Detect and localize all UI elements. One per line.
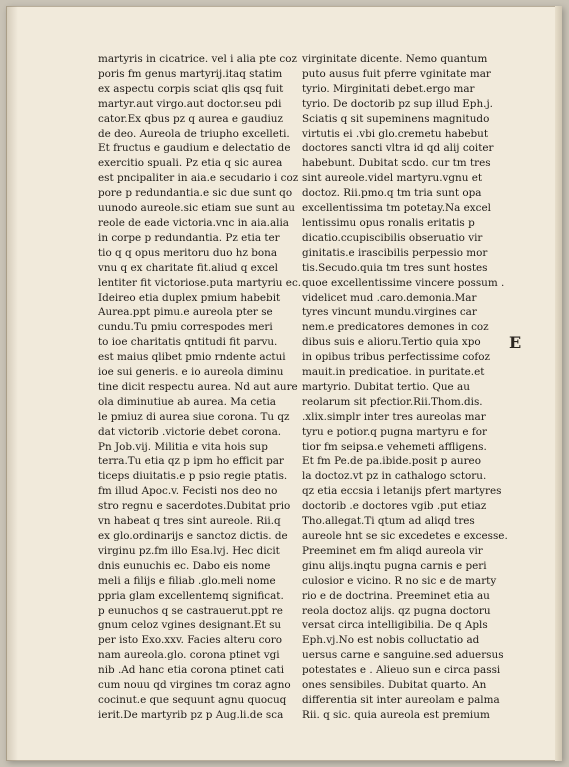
text-line: nib .Ad hanc etia corona ptinet cati [98,664,285,677]
text-line: stro regnu e sacerdotes.Dubitat prio [98,500,291,513]
text-line: aureole hnt se sic excedetes e excesse. [302,530,508,542]
text-line: de deo. Aureola de triupho excelleti. [98,127,290,140]
text-line: tyru e potior.q pugna martyru e for [302,425,487,438]
marginal-letter: E [509,333,522,352]
text-line: lentissimu opus ronalis eritatis p [302,216,475,229]
text-line: doctores sancti vltra id qd alij coiter [302,142,494,155]
text-line: ginitatis.e irascibilis perpessio mor [302,246,488,259]
text-line: tio q q opus meritoru duo hz bona [98,246,278,259]
text-line: excellentissima tm potetay.Na excel [302,202,491,215]
text-line: Et fructus e gaudium e delectatio de [98,142,291,155]
text-line: virtutis ei .vbi glo.cremetu habebut [302,127,489,140]
text-line: est pncipaliter in aia.e secudario i coz [98,172,299,185]
text-line: exercitio spuali. Pz etia q sic aurea [98,157,283,170]
text-line: qz etia eccsia i letanijs pfert martyres [302,485,502,498]
text-line: ginu alijs.inqtu pugna carnis e peri [302,559,487,572]
text-line: Pn Job.vij. Militia e vita hois sup [98,440,268,453]
text-line: tyrio. De doctorib pz sup illud Eph.j. [302,97,493,110]
gutter-shadow [6,6,18,761]
text-line: differentia sit inter aureolam e palma [302,693,500,706]
text-line: ex glo.ordinarijs e sanctoz dictis. de [98,530,288,542]
text-line: terra.Tu etia qz p ipm ho efficit par [98,455,284,468]
text-line: cum nouu qd virgines tm coraz agno [98,679,291,692]
text-line: martyrio. Dubitat tertio. Que au [302,380,470,393]
text-line: virginu pz.fm illo Esa.lvj. Hec dicit [98,544,280,557]
text-line: nem.e predicatores demones in coz [302,321,489,334]
text-line: cocinut.e que sequunt agnu quocuq [98,693,287,706]
text-line: videlicet mud .caro.demonia.Mar [302,291,477,304]
text-line: martyr.aut virgo.aut doctor.seu pdi [98,97,282,110]
text-line: ioe sui generis. e io aureola diminu [98,366,284,379]
text-line: cundu.Tu pmiu correspodes meri [98,321,273,334]
text-line: uersus carne e sanguine.sed aduersus [302,649,504,662]
text-line: potestates e . Alieuo sun e circa passi [302,664,501,677]
text-line: ola diminutiue ab aurea. Ma cetia [98,395,277,408]
text-line: per isto Exo.xxv. Facies alteru coro [98,634,282,647]
text-line: la doctoz.vt pz in cathalogo sctoru. [302,470,487,483]
text-line: Ideireo etia duplex pmium habebit [98,291,281,304]
text-line: cator.Ex qbus pz q aurea e gaudiuz [98,112,283,125]
text-line: dat victorib .victorie debet corona. [98,425,282,438]
text-line: ticeps diuitatis.e p psio regie ptatis. [98,470,288,483]
text-line: le pmiuz di aurea siue corona. Tu qz [98,410,290,423]
text-line: Et fm Pe.de pa.ibide.posit p aureo [302,455,481,468]
text-line: versat circa intelligibilia. De q Apls [302,619,488,632]
text-line: habebunt. Dubitat scdo. cur tm tres [302,157,491,170]
text-line: ones sensibiles. Dubitat quarto. An [302,679,487,692]
text-line: mauit.in predicatioe. in puritate.et [302,366,485,379]
text-line: Tho.allegat.Ti qtum ad aliqd tres [302,515,475,528]
text-line: Aurea.ppt pimu.e aureola pter se [98,306,273,319]
text-line: dibus suis e alioru.Tertio quia xpo [302,336,481,349]
text-line: nam aureola.glo. corona ptinet vgi [98,649,280,662]
text-line: rio e de doctrina. Preeminet etia au [302,589,490,602]
running-header [156,12,486,24]
text-line: to ioe charitatis qntitudi fit parvu. [98,336,278,349]
text-line: fm illud Apoc.v. Fecisti nos deo no [98,485,278,498]
text-line: Sciatis q sit supeminens magnitudo [302,112,490,125]
text-line: reola doctoz alijs. qz pugna doctoru [302,604,491,617]
text-line: reolarum sit pfectior.Rii.Thom.dis. [302,395,483,408]
text-line: ex aspectu corpis sciat qlis qsq fuit [98,82,284,95]
text-line: gnum celoz vgines designant.Et su [98,619,282,632]
text-line: martyris in cicatrice. vel i alia pte coz [98,53,297,65]
text-line: meli a filijs e filiab .glo.meli nome [98,574,276,587]
text-line: doctorib .e doctores vgib .put etiaz [302,500,487,513]
text-line: puto ausus fuit pferre vginitate mar [302,67,491,80]
text-line: lentiter fit victoriose.puta martyriu ec. [98,276,302,289]
text-line: vn habeat q tres sint aureole. Rii.q [98,515,281,528]
text-line: reole de eade victoria.vnc in aia.alia [98,216,289,229]
left-text-column [98,52,303,723]
text-line: est maius qlibet pmio rndente actui [98,351,286,364]
text-line: in corpe p redundantia. Pz etia ter [98,231,280,244]
text-line: culosior e vicino. R no sic e de marty [302,574,497,587]
page-edge [555,6,562,761]
text-line: vnu q ex charitate fit.aliud q excel [98,261,278,274]
text-line: tyres vincunt mundu.virgines car [302,306,477,319]
text-line: p eunuchos q se castrauerut.ppt re [98,604,283,617]
text-line: poris fm genus martyrij.itaq statim [98,67,283,80]
text-line: in opibus tribus perfectissime cofoz [302,351,490,364]
text-line: .xlix.simplr inter tres aureolas mar [302,410,486,423]
text-line: pore p redundantia.e sic due sunt qo [98,187,293,200]
text-line: Preeminet em fm aliqd aureola vir [302,544,483,557]
text-line: tine dicit respectu aurea. Nd aut aure [98,380,298,393]
text-line: sint aureole.videl martyru.vgnu et [302,172,483,185]
text-line: uunodo aureole.sic etiam sue sunt au [98,202,295,215]
text-line: Rii. q sic. quia aureola est premium [302,708,490,721]
text-line: doctoz. Rii.pmo.q tm tria sunt opa [302,187,482,200]
text-line: virginitate dicente. Nemo quantum [302,53,488,65]
text-line: ppria glam excellentemq significat. [98,589,284,602]
text-line: Eph.vj.No est nobis colluctatio ad [302,634,480,647]
text-line: tior fm seipsa.e vehemeti affligens. [302,440,487,453]
text-line: dnis eunuchis ec. Dabo eis nome [98,559,271,572]
text-line: quoe excellentissime vincere possum . [302,276,505,289]
text-line: tyrio. Mirginitati debet.ergo mar [302,82,475,95]
text-line: dicatio.ccupiscibilis obseruatio vir [302,231,483,244]
text-line: tis.Secudo.quia tm tres sunt hostes [302,261,488,274]
right-text-column [302,52,508,723]
text-line: ierit.De martyrib pz p Aug.li.de sca [98,708,284,721]
